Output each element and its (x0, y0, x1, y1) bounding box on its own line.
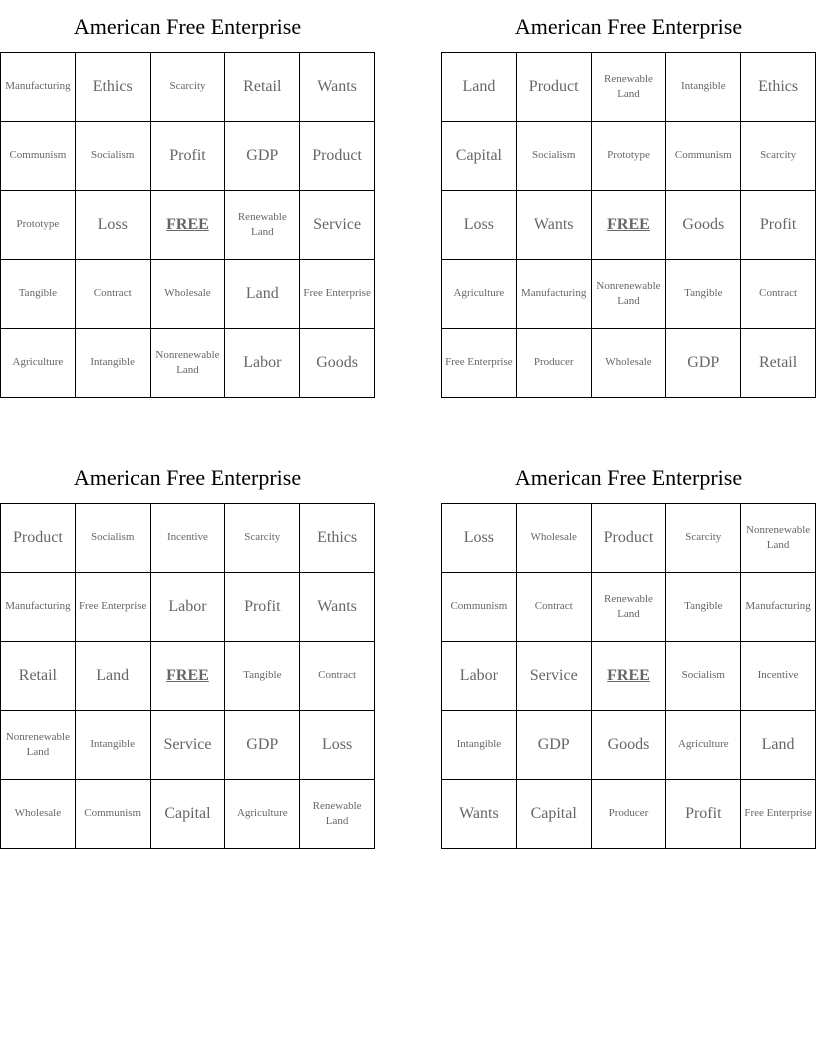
bingo-row (1, 260, 375, 329)
bingo-cell: Tangible (225, 642, 300, 711)
bingo-cell: Tangible (666, 573, 741, 642)
bingo-card-1 (0, 12, 375, 376)
bingo-cell: Intangible (666, 53, 741, 122)
bingo-grid (0, 503, 375, 849)
bingo-cell: GDP (225, 711, 300, 780)
bingo-cell: Loss (300, 711, 375, 780)
bingo-grid (441, 52, 816, 398)
bingo-grid (0, 52, 375, 398)
bingo-row (442, 53, 816, 122)
bingo-cell: GDP (666, 329, 741, 398)
bingo-cell: Free Enterprise (741, 780, 816, 849)
bingo-cell: Wants (300, 573, 375, 642)
bingo-row (442, 329, 816, 398)
bingo-cell: Land (442, 53, 517, 122)
bingo-row (1, 780, 375, 849)
bingo-cell: Manufacturing (741, 573, 816, 642)
bingo-cell: Profit (741, 191, 816, 260)
bingo-cell: Goods (591, 711, 666, 780)
bingo-cell: Renewable Land (591, 53, 666, 122)
bingo-cell: Agriculture (225, 780, 300, 849)
bingo-cell: Retail (741, 329, 816, 398)
bingo-cell: Product (516, 53, 591, 122)
bingo-cell: Service (300, 191, 375, 260)
bingo-cell: Nonrenewable Land (150, 329, 225, 398)
bingo-cell: Wants (516, 191, 591, 260)
bingo-cell: Manufacturing (516, 260, 591, 329)
bingo-row (442, 711, 816, 780)
bingo-cell: Wholesale (1, 780, 76, 849)
bingo-cell: Profit (225, 573, 300, 642)
bingo-cell: Agriculture (666, 711, 741, 780)
bingo-row (442, 573, 816, 642)
free-space: FREE (591, 642, 666, 711)
bingo-cell: Incentive (741, 642, 816, 711)
bingo-cell: Wants (300, 53, 375, 122)
bingo-cell: Intangible (75, 711, 150, 780)
bingo-cell: Socialism (516, 122, 591, 191)
bingo-cell: Wholesale (516, 504, 591, 573)
bingo-card-3 (0, 463, 375, 827)
bingo-card-4 (441, 463, 816, 822)
bingo-row (442, 504, 816, 573)
bingo-cell: Product (1, 504, 76, 573)
bingo-cell: Socialism (666, 642, 741, 711)
bingo-cell: Scarcity (741, 122, 816, 191)
bingo-cell: Land (75, 642, 150, 711)
bingo-cell: Capital (150, 780, 225, 849)
bingo-cell: GDP (225, 122, 300, 191)
bingo-cell: Producer (516, 329, 591, 398)
bingo-row (1, 329, 375, 398)
bingo-grid (441, 503, 816, 849)
bingo-row (442, 780, 816, 849)
bingo-cell: Service (150, 711, 225, 780)
bingo-row (1, 504, 375, 573)
bingo-cell: Land (225, 260, 300, 329)
free-space: FREE (150, 191, 225, 260)
bingo-cell: Manufacturing (1, 573, 76, 642)
bingo-cell: Retail (1, 642, 76, 711)
bingo-cell: Scarcity (666, 504, 741, 573)
bingo-cell: Renewable Land (225, 191, 300, 260)
bingo-cell: Wholesale (150, 260, 225, 329)
card-title: American Free Enterprise (73, 14, 302, 39)
bingo-cell: Labor (442, 642, 517, 711)
bingo-cell: Nonrenewable Land (591, 260, 666, 329)
bingo-cell: Free Enterprise (300, 260, 375, 329)
bingo-cell: Agriculture (1, 329, 76, 398)
bingo-cell: Ethics (741, 53, 816, 122)
bingo-cell: Nonrenewable Land (1, 711, 76, 780)
bingo-row (1, 191, 375, 260)
bingo-cell: Contract (75, 260, 150, 329)
bingo-cell: Nonrenewable Land (741, 504, 816, 573)
bingo-cell: Retail (225, 53, 300, 122)
bingo-cell: Wants (442, 780, 517, 849)
bingo-cell: Ethics (75, 53, 150, 122)
bingo-cell: Free Enterprise (442, 329, 517, 398)
bingo-cell: Producer (591, 780, 666, 849)
bingo-cell: Product (591, 504, 666, 573)
bingo-cell: Renewable Land (300, 780, 375, 849)
bingo-cell: Loss (442, 504, 517, 573)
bingo-cell: Labor (150, 573, 225, 642)
bingo-cell: Intangible (442, 711, 517, 780)
bingo-cell: Manufacturing (1, 53, 76, 122)
bingo-cell: Incentive (150, 504, 225, 573)
bingo-cell: Renewable Land (591, 573, 666, 642)
bingo-cell: Contract (516, 573, 591, 642)
bingo-cell: Capital (442, 122, 517, 191)
bingo-cell: Socialism (75, 122, 150, 191)
bingo-row (442, 260, 816, 329)
bingo-cell: Service (516, 642, 591, 711)
bingo-cell: Intangible (75, 329, 150, 398)
card-title: American Free Enterprise (73, 465, 302, 490)
bingo-row (1, 642, 375, 711)
bingo-cell: Loss (75, 191, 150, 260)
bingo-row (1, 573, 375, 642)
bingo-cell: Tangible (666, 260, 741, 329)
bingo-cell: Labor (225, 329, 300, 398)
bingo-cell: Scarcity (225, 504, 300, 573)
bingo-cell: Contract (741, 260, 816, 329)
bingo-card-2 (441, 12, 816, 371)
bingo-cell: Profit (666, 780, 741, 849)
bingo-row (1, 122, 375, 191)
free-space: FREE (591, 191, 666, 260)
free-space: FREE (150, 642, 225, 711)
bingo-cell: Communism (1, 122, 76, 191)
bingo-cell: Contract (300, 642, 375, 711)
bingo-cell: Communism (442, 573, 517, 642)
bingo-cell: Free Enterprise (75, 573, 150, 642)
bingo-cell: Scarcity (150, 53, 225, 122)
bingo-cell: Prototype (591, 122, 666, 191)
bingo-cell: Communism (75, 780, 150, 849)
bingo-row (442, 191, 816, 260)
bingo-cell: Ethics (300, 504, 375, 573)
bingo-cell: Goods (666, 191, 741, 260)
bingo-cell: Goods (300, 329, 375, 398)
bingo-cell: Loss (442, 191, 517, 260)
bingo-row (1, 711, 375, 780)
bingo-cell: Agriculture (442, 260, 517, 329)
card-title: American Free Enterprise (514, 14, 743, 39)
bingo-cell: Profit (150, 122, 225, 191)
bingo-cell: Tangible (1, 260, 76, 329)
bingo-cell: Socialism (75, 504, 150, 573)
card-title: American Free Enterprise (514, 465, 743, 490)
bingo-cell: Wholesale (591, 329, 666, 398)
bingo-row (1, 53, 375, 122)
bingo-cell: Product (300, 122, 375, 191)
bingo-cell: Land (741, 711, 816, 780)
bingo-row (442, 122, 816, 191)
bingo-cell: Prototype (1, 191, 76, 260)
bingo-row (442, 642, 816, 711)
bingo-cell: Communism (666, 122, 741, 191)
bingo-cell: GDP (516, 711, 591, 780)
bingo-cell: Capital (516, 780, 591, 849)
